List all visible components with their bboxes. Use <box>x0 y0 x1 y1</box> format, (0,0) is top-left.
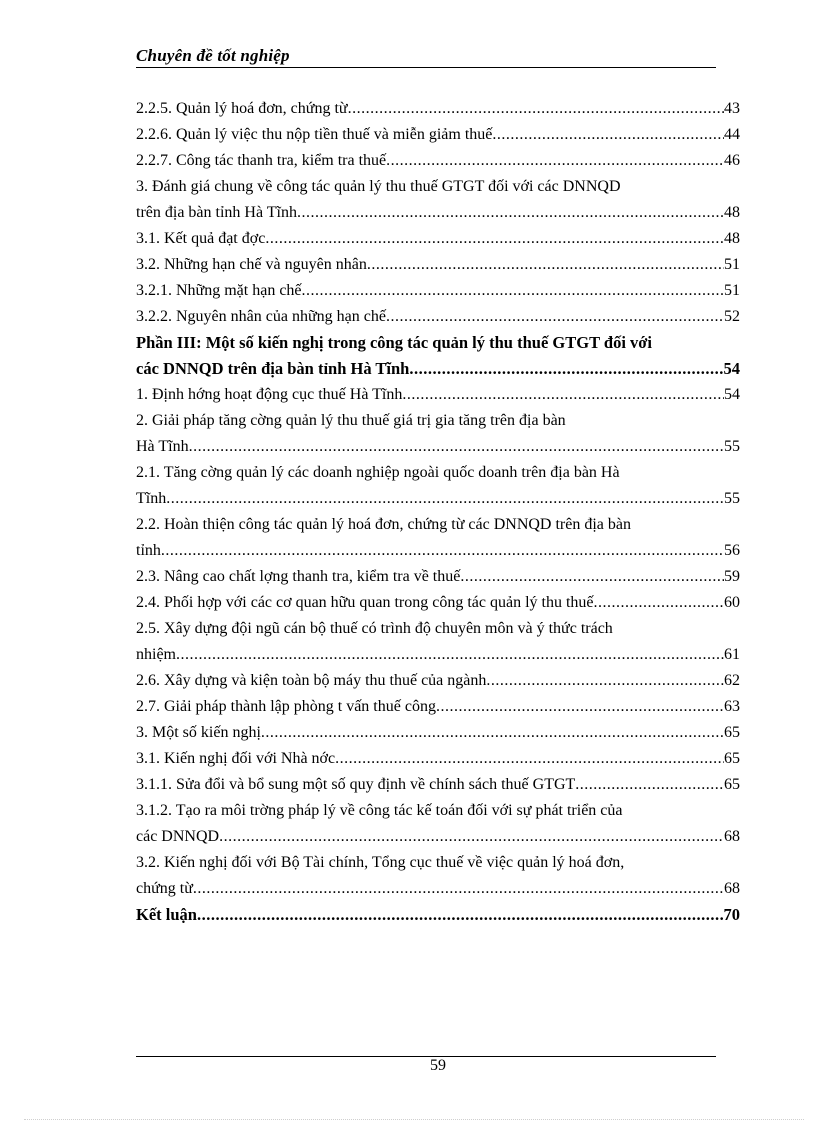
toc-entry-line <box>136 200 740 226</box>
toc-page-number: 46 <box>724 152 740 169</box>
toc-entry-text: 3.2.1. Những mặt hạn chế <box>136 282 302 299</box>
page-number: 59 <box>430 1057 446 1074</box>
toc-entry-text: 3.1. Kết quả đạt đợc <box>136 230 266 247</box>
toc-entry-line <box>136 356 740 382</box>
table-of-contents <box>136 96 740 928</box>
toc-leader-dots <box>436 694 724 720</box>
toc-entry-line: 3. Đánh giá chung về công tác quản lý thu thuế GTGT đối với các DNNQD <box>136 178 621 195</box>
toc-leader-dots <box>261 720 724 746</box>
toc-leader-dots <box>161 538 724 564</box>
toc-entry-line: 2.2. Hoàn thiện công tác quản lý hoá đơn, chứng từ các DNNQD trên địa bàn <box>136 516 631 533</box>
toc-entry-text: các DNNQD <box>136 828 220 845</box>
toc-entry-line <box>136 824 740 850</box>
toc-entry-text: tỉnh <box>136 542 161 559</box>
toc-leader-dots <box>386 304 724 330</box>
toc-page-number: 56 <box>724 542 740 559</box>
toc-entry-line <box>136 304 740 330</box>
toc-leader-dots <box>219 824 724 850</box>
toc-page-number: 44 <box>724 126 740 143</box>
toc-leader-dots <box>348 96 724 122</box>
toc-entry-line <box>136 746 740 772</box>
toc-page-number: 55 <box>724 490 740 507</box>
toc-entry-line: 2.1. Tăng cờng quản lý các doanh nghiệp ngoài quốc doanh trên địa bàn Hà <box>136 464 620 481</box>
toc-page-number: 65 <box>724 776 740 793</box>
toc-entry-line <box>136 668 740 694</box>
toc-entry-text: chứng từ <box>136 880 193 897</box>
header-title: Chuyên đề tốt nghiệp <box>136 46 290 65</box>
toc-entry-text: 3.2. Những hạn chế và nguyên nhân <box>136 256 367 273</box>
toc-entry-text: Tĩnh <box>136 490 167 507</box>
toc-entry-line <box>136 772 740 798</box>
toc-entry-text: 2.6. Xây dựng và kiện toàn bộ máy thu thuế của ngành <box>136 672 487 689</box>
toc-leader-dots <box>386 148 724 174</box>
toc-entry-line <box>136 252 740 278</box>
toc-entry-line <box>136 122 740 148</box>
toc-entry-text: 3.1.1. Sửa đổi và bổ sung một số quy định về chính sách thuế GTGT <box>136 776 576 793</box>
toc-page-number: 65 <box>724 724 740 741</box>
toc-entry-line: 2. Giải pháp tăng cờng quản lý thu thuế giá trị gia tăng trên địa bàn <box>136 412 566 429</box>
toc-page-number: 43 <box>724 100 740 117</box>
toc-leader-dots <box>302 278 724 304</box>
toc-leader-dots <box>402 382 724 408</box>
toc-leader-dots <box>460 564 724 590</box>
toc-page-number: 60 <box>724 594 740 611</box>
toc-entry-text: 2.7. Giải pháp thành lập phòng t vấn thuế công <box>136 698 436 715</box>
toc-page-number: 63 <box>724 698 740 715</box>
toc-entry-text: 1. Định hớng hoạt động cục thuế Hà Tĩnh <box>136 386 403 403</box>
toc-entry-line <box>136 590 740 616</box>
header-rule <box>136 67 716 68</box>
toc-entry-text: 3.2.2. Nguyên nhân của những hạn chế <box>136 308 386 325</box>
toc-leader-dots <box>575 772 724 798</box>
toc-entry-text: nhiệm <box>136 646 176 663</box>
toc-page-number: 55 <box>724 438 740 455</box>
toc-leader-dots <box>594 590 724 616</box>
toc-entry-line <box>136 642 740 668</box>
toc-entry-text: 2.2.6. Quản lý việc thu nộp tiền thuế và miễn giảm thuế <box>136 126 493 143</box>
toc-page-number: 48 <box>724 204 740 221</box>
toc-entry-line <box>136 902 740 928</box>
toc-entry-text: 2.3. Nâng cao chất lợng thanh tra, kiểm tra về thuế <box>136 568 461 585</box>
toc-page-number: 70 <box>723 905 740 924</box>
toc-leader-dots <box>189 434 724 460</box>
toc-entry-line <box>136 96 740 122</box>
toc-entry-text: 2.2.7. Công tác thanh tra, kiểm tra thuế <box>136 152 387 169</box>
toc-entry-line <box>136 226 740 252</box>
toc-page-number: 68 <box>724 880 740 897</box>
toc-entry-text: các DNNQD trên địa bàn tỉnh Hà Tĩnh <box>136 359 410 378</box>
toc-entry-text: Kết luận <box>136 905 197 924</box>
toc-page-number: 68 <box>724 828 740 845</box>
toc-leader-dots <box>492 122 724 148</box>
toc-entry-line <box>136 486 740 512</box>
toc-page-number: 61 <box>724 646 740 663</box>
page-edge-dots <box>24 1119 804 1120</box>
toc-page-number: 51 <box>724 256 740 273</box>
toc-entry-line <box>136 382 740 408</box>
toc-entry-text: 3. Một số kiến nghị <box>136 724 261 741</box>
toc-entry-line <box>136 278 740 304</box>
toc-leader-dots <box>486 668 724 694</box>
toc-leader-dots <box>297 200 724 226</box>
toc-page-number: 54 <box>723 359 740 378</box>
toc-entry-line <box>136 434 740 460</box>
toc-entry-line <box>136 694 740 720</box>
toc-entry-text: Hà Tĩnh <box>136 438 189 455</box>
toc-page-number: 52 <box>724 308 740 325</box>
toc-entry-text: 2.2.5. Quản lý hoá đơn, chứng từ <box>136 100 348 117</box>
toc-entry-text: 3.1. Kiến nghị đối với Nhà nớc <box>136 750 336 767</box>
toc-page-number: 48 <box>724 230 740 247</box>
toc-entry-line: 3.1.2. Tạo ra môi trờng pháp lý về công tác kế toán đối với sự phát triển của <box>136 802 623 819</box>
toc-leader-dots <box>176 642 724 668</box>
toc-entry-line: 3.2. Kiến nghị đối với Bộ Tài chính, Tổng cục thuế về việc quản lý hoá đơn, <box>136 854 625 871</box>
toc-leader-dots <box>265 226 724 252</box>
toc-entry-text: trên địa bàn tỉnh Hà Tĩnh <box>136 204 297 221</box>
toc-entry-line <box>136 720 740 746</box>
toc-leader-dots <box>409 356 723 382</box>
toc-entry-line <box>136 876 740 902</box>
toc-page-number: 54 <box>724 386 740 403</box>
toc-entry-line <box>136 148 740 174</box>
toc-entry-line: 2.5. Xây dựng đội ngũ cán bộ thuế có trình độ chuyên môn và ý thức trách <box>136 620 613 637</box>
toc-entry-line <box>136 564 740 590</box>
toc-page-number: 51 <box>724 282 740 299</box>
toc-entry-text: 2.4. Phối hợp với các cơ quan hữu quan trong công tác quản lý thu thuế <box>136 594 594 611</box>
toc-leader-dots <box>166 486 724 512</box>
toc-page-number: 62 <box>724 672 740 689</box>
toc-page-number: 65 <box>724 750 740 767</box>
toc-leader-dots <box>367 252 724 278</box>
toc-entry-line: Phần III: Một số kiến nghị trong công tác quản lý thu thuế GTGT đối với <box>136 333 653 352</box>
toc-entry-line <box>136 538 740 564</box>
toc-leader-dots <box>335 746 724 772</box>
toc-page-number: 59 <box>724 568 740 585</box>
toc-leader-dots <box>197 902 724 928</box>
toc-leader-dots <box>193 876 724 902</box>
